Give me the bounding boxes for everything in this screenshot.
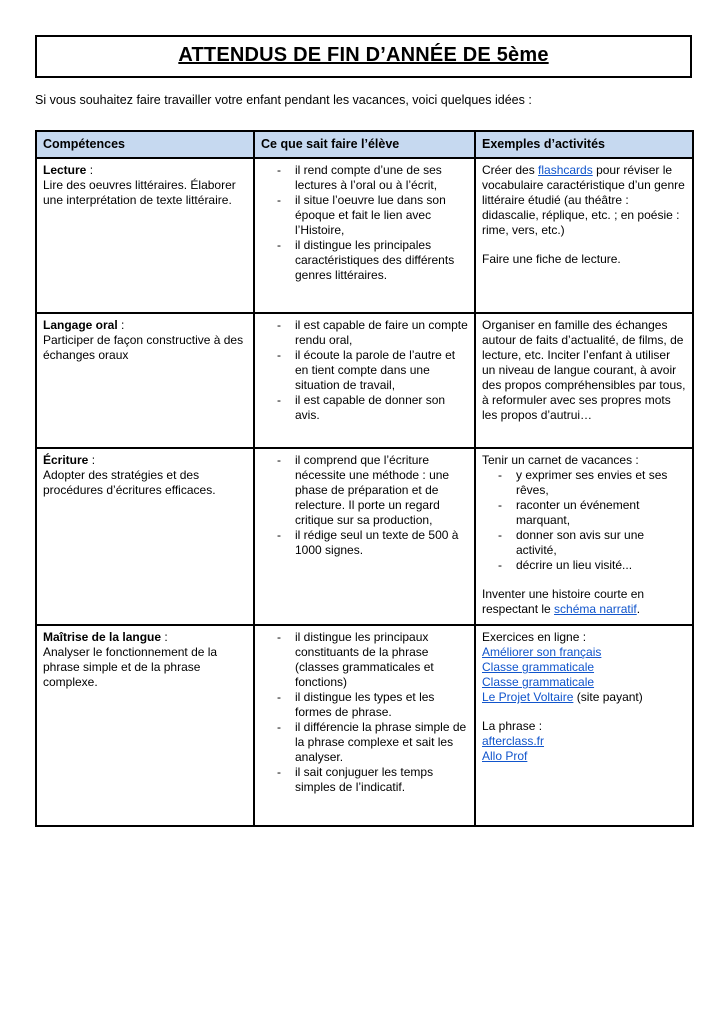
dash-bullet: -	[277, 238, 281, 252]
dash-bullet: -	[277, 348, 281, 362]
skill-item	[261, 348, 468, 393]
dash-bullet: -	[277, 720, 281, 734]
activity-item	[482, 468, 686, 498]
skill-item	[261, 393, 468, 423]
classe-grammaticale-link[interactable]: Classe grammaticale	[482, 675, 595, 689]
competences-table	[35, 130, 694, 827]
skill-item	[261, 318, 468, 348]
skill-item-text: il est capable de faire un compte rendu oral,	[295, 318, 468, 347]
competence-heading: Écriture :	[43, 453, 96, 467]
dash-bullet: -	[498, 498, 502, 512]
skill-item	[261, 163, 468, 193]
afterclass-fr-link[interactable]: afterclass.fr	[482, 734, 545, 748]
skill-item-text: il distingue les principaux constituants de la phrase (classes grammaticales et fonctions)	[295, 630, 434, 689]
skill-item-text: il différencie la phrase simple de la phrase complexe et sait les analyser.	[295, 720, 467, 764]
skill-item	[261, 630, 468, 690]
activities-cell	[475, 625, 693, 826]
activity-paragraph	[482, 660, 686, 675]
activity-paragraph: Créer des flashcards pour réviser le vocabulaire caractéristique d’un genre littéraire étudié (au théâtre : didascalie, réplique, etc. ; en poésie : rime, vers, etc.)	[482, 163, 685, 237]
competence-description: Lire des oeuvres littéraires. Élaborer une interprétation de texte littéraire.	[43, 178, 236, 207]
le-projet-voltaire-link[interactable]: Le Projet Voltaire	[482, 690, 574, 704]
dash-bullet: -	[277, 765, 281, 779]
competence-title: Lecture	[43, 163, 87, 177]
activity-item-text: donner son avis sur une activité,	[516, 528, 645, 557]
activity-paragraph: Tenir un carnet de vacances :	[482, 453, 639, 467]
activity-item	[482, 528, 686, 558]
skill-item	[261, 238, 468, 283]
activity-paragraph	[482, 734, 686, 749]
activity-paragraph: La phrase :	[482, 719, 543, 733]
activity-paragraph	[482, 675, 686, 690]
activity-paragraph: Organiser en famille des échanges autour de faits d’actualité, de films, de lecture, etc. Inciter l’enfant à utiliser un niveau de langue courant, à avoir des propos compréhensibles par tous, à reformuler avec ses propres mots les propos d’autrui…	[482, 318, 686, 422]
dash-bullet: -	[277, 528, 281, 542]
dash-bullet: -	[277, 193, 281, 207]
skill-item-list	[261, 453, 468, 558]
table-row	[36, 448, 693, 625]
flashcards-link[interactable]: flashcards	[538, 163, 593, 177]
table-header-row	[36, 131, 693, 158]
skill-item	[261, 720, 468, 765]
skill-item-text: il sait conjuguer les temps simples de l’indicatif.	[295, 765, 434, 794]
activities-cell	[475, 158, 693, 313]
skills-cell	[254, 313, 475, 448]
skill-item-text: il est capable de donner son avis.	[295, 393, 446, 422]
page-title: ATTENDUS DE FIN D’ANNÉE DE 5ème	[178, 44, 549, 66]
activity-paragraph	[482, 749, 686, 764]
activities-cell	[475, 313, 693, 448]
table-row	[36, 625, 693, 826]
table-row	[36, 158, 693, 313]
skill-item-list	[261, 318, 468, 423]
allo-prof-link[interactable]: Allo Prof	[482, 749, 528, 763]
activity-paragraph: Inventer une histoire courte en respectant le schéma narratif.	[482, 587, 645, 616]
competence-title: Écriture	[43, 453, 89, 467]
skill-item-text: il écoute la parole de l’autre et en tient compte dans une situation de travail,	[295, 348, 456, 392]
activity-item-text: décrire un lieu visité...	[516, 558, 633, 572]
activity-item	[482, 558, 686, 573]
col-header-competences: Compétences	[36, 131, 254, 158]
skills-cell	[254, 448, 475, 625]
activity-item	[482, 498, 686, 528]
dash-bullet: -	[498, 528, 502, 542]
dash-bullet: -	[277, 318, 281, 332]
dash-bullet: -	[277, 690, 281, 704]
intro-text: Si vous souhaitez faire travailler votre enfant pendant les vacances, voici quelques idées :	[35, 93, 532, 107]
competence-cell	[36, 625, 254, 826]
skill-item	[261, 193, 468, 238]
col-header-exemples-activites: Exemples d’activités	[475, 131, 693, 158]
dash-bullet: -	[277, 630, 281, 644]
dash-bullet: -	[277, 163, 281, 177]
skill-item-text: il distingue les principales caractéristiques des différents genres littéraires.	[295, 238, 455, 282]
table-row	[36, 313, 693, 448]
skills-cell	[254, 625, 475, 826]
skills-cell	[254, 158, 475, 313]
skill-item-list	[261, 163, 468, 283]
activity-paragraph	[482, 645, 686, 660]
activity-item-text: raconter un événement marquant,	[516, 498, 640, 527]
dash-bullet: -	[277, 393, 281, 407]
activity-paragraph: Exercices en ligne :	[482, 630, 587, 644]
dash-bullet: -	[498, 468, 502, 482]
competence-cell	[36, 313, 254, 448]
skill-item-text: il situe l’oeuvre lue dans son époque et fait le lien avec l’Histoire,	[295, 193, 446, 237]
dash-bullet: -	[277, 453, 281, 467]
competence-heading: Maîtrise de la langue :	[43, 630, 168, 644]
competence-description: Participer de façon constructive à des échanges oraux	[43, 333, 244, 362]
skill-item	[261, 453, 468, 528]
competence-heading: Lecture :	[43, 163, 94, 177]
competence-description: Analyser le fonctionnement de la phrase simple et de la phrase complexe.	[43, 645, 218, 689]
schema-narratif-link[interactable]: schéma narratif	[554, 602, 637, 616]
competence-heading: Langage oral :	[43, 318, 125, 332]
skill-item-text: il comprend que l’écriture nécessite une méthode : une phase de préparation et de relecture. Il porte un regard critique sur sa production,	[295, 453, 450, 527]
skill-item	[261, 528, 468, 558]
competence-title: Langage oral	[43, 318, 118, 332]
skill-item-list	[261, 630, 468, 795]
col-header-ce-que-sait-faire: Ce que sait faire l’élève	[254, 131, 475, 158]
skill-item-text: il rend compte d’une de ses lectures à l’oral ou à l’écrit,	[295, 163, 442, 192]
skill-item	[261, 690, 468, 720]
activity-item-text: y exprimer ses envies et ses rêves,	[516, 468, 668, 497]
competence-cell	[36, 158, 254, 313]
dash-bullet: -	[498, 558, 502, 572]
competence-description: Adopter des stratégies et des procédures d’écritures efficaces.	[43, 468, 216, 497]
activity-paragraph: Faire une fiche de lecture.	[482, 252, 621, 266]
skill-item	[261, 765, 468, 795]
activity-item-list	[482, 468, 686, 573]
activities-cell	[475, 448, 693, 625]
activity-paragraph: Le Projet Voltaire (site payant)	[482, 690, 643, 704]
competence-title: Maîtrise de la langue	[43, 630, 162, 644]
skill-item-text: il distingue les types et les formes de phrase.	[295, 690, 435, 719]
competence-cell	[36, 448, 254, 625]
skill-item-text: il rédige seul un texte de 500 à 1000 signes.	[295, 528, 459, 557]
classe-grammaticale-link[interactable]: Classe grammaticale	[482, 660, 595, 674]
title-box	[35, 35, 692, 78]
ameliorer-son-francais-link[interactable]: Améliorer son français	[482, 645, 602, 659]
